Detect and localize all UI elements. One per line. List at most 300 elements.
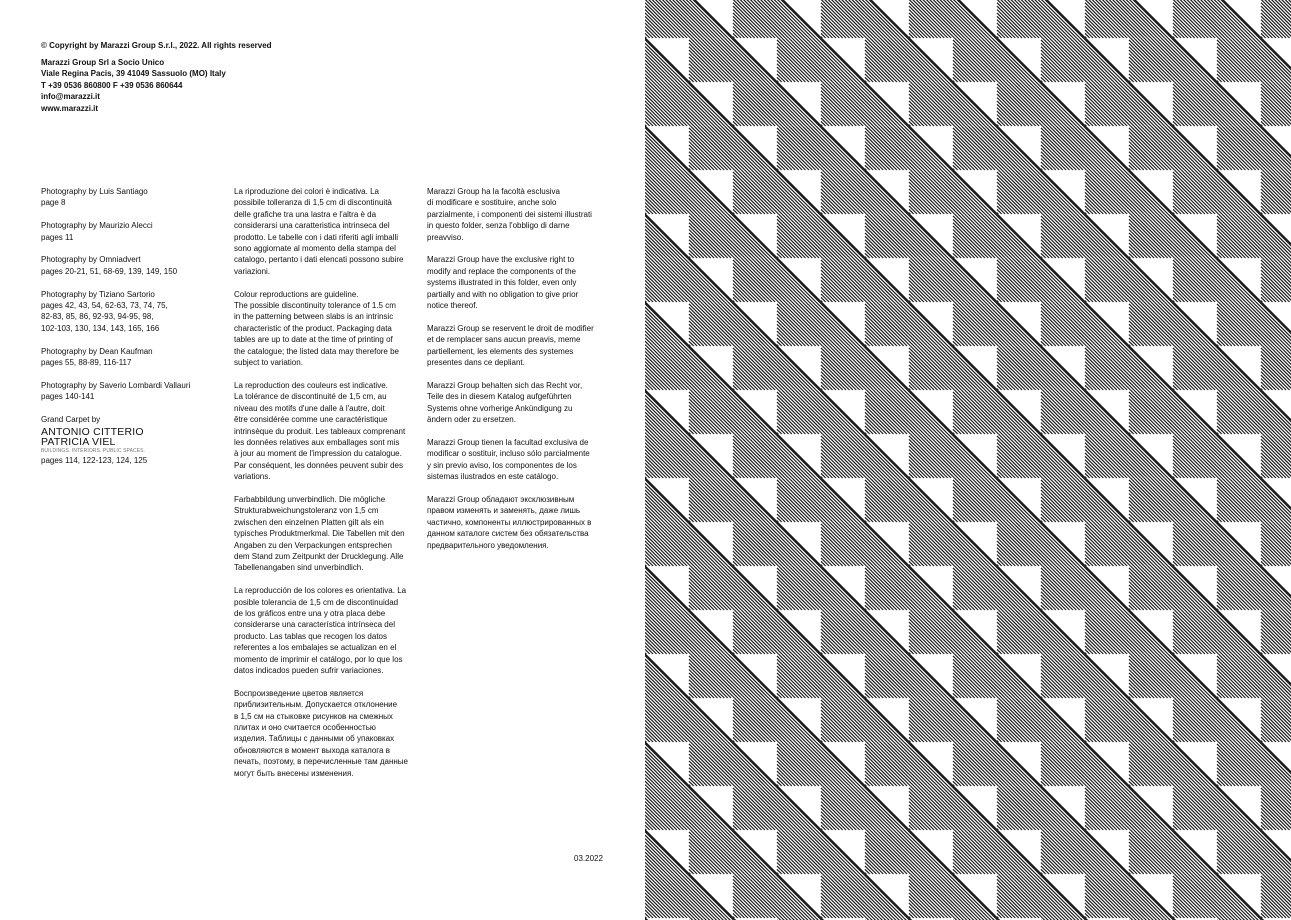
pattern-line <box>909 169 911 171</box>
pattern-line <box>843 258 865 280</box>
pattern-line <box>645 480 687 522</box>
pattern-line <box>689 213 691 215</box>
pattern-line <box>1261 148 1283 170</box>
pattern-line <box>999 434 1042 477</box>
credit-title: Photography by Tiziano Sartorio <box>41 289 155 299</box>
pattern-line <box>1129 47 1164 82</box>
grand-carpet-label: Grand Carpet by <box>41 415 101 425</box>
pattern-line <box>840 170 866 196</box>
pattern-line <box>1129 477 1131 479</box>
pattern-line <box>689 138 721 170</box>
pattern-line <box>1137 302 1173 338</box>
pattern-line <box>745 610 777 642</box>
pattern-line <box>691 38 734 81</box>
text-line: частично, компоненты иллюстрированных в <box>427 517 592 527</box>
pattern-line <box>821 392 863 434</box>
pattern-line <box>884 38 910 64</box>
pattern-line <box>789 302 821 334</box>
pattern-line <box>1261 81 1263 83</box>
pattern-line <box>840 346 866 372</box>
pattern-line <box>1087 170 1130 213</box>
pattern-line <box>884 126 910 152</box>
pattern-line <box>997 436 1039 478</box>
pattern-line <box>877 214 909 246</box>
pattern-line <box>733 487 769 523</box>
pattern-line <box>689 544 711 566</box>
pattern-line <box>1236 126 1262 152</box>
pattern-line <box>887 38 909 60</box>
pattern-line <box>1175 434 1218 477</box>
pattern-line <box>909 324 931 346</box>
text-line: partiellement, les elements des systemes <box>427 346 574 356</box>
pattern-line <box>777 531 813 567</box>
pattern-line <box>657 522 689 554</box>
pattern-line <box>777 301 779 303</box>
pattern-line <box>689 487 724 522</box>
pattern-line <box>689 392 731 434</box>
text-line: considerarsi una caratteristica intrinseca del <box>234 221 390 231</box>
pattern-line <box>735 434 778 477</box>
pattern-line <box>1053 38 1085 70</box>
pattern-line <box>821 94 853 126</box>
pattern-line <box>843 522 865 544</box>
pattern-line <box>909 3 944 38</box>
text-line: in the patterning between slabs is an intrinsic <box>234 312 394 322</box>
pattern-line <box>1129 128 1171 170</box>
pattern-line <box>1261 257 1263 259</box>
pattern-line <box>833 522 865 554</box>
pattern-line <box>1009 522 1041 554</box>
pattern-line <box>733 443 768 478</box>
pattern-line <box>928 610 954 636</box>
pattern-line <box>1009 258 1041 290</box>
pattern-line <box>1097 82 1129 114</box>
pattern-line <box>779 654 822 697</box>
pattern-line <box>1009 346 1041 378</box>
pattern-line <box>1219 302 1262 345</box>
pattern-line <box>928 258 954 284</box>
pattern-line <box>909 524 951 566</box>
pattern-line <box>689 84 731 126</box>
pattern-line <box>777 16 799 38</box>
pattern-line <box>865 619 901 655</box>
pattern-line <box>829 346 865 382</box>
pattern-line <box>953 568 995 610</box>
pattern-line <box>1217 104 1239 126</box>
pattern-line <box>1043 390 1086 433</box>
credit-title: Photography by Dean Kaufman <box>41 346 153 356</box>
pattern-line <box>733 257 735 259</box>
company-phone: T +39 0536 860800 F +39 0536 860644 <box>41 80 183 90</box>
pattern-line <box>1129 138 1161 170</box>
pattern-line <box>785 38 821 74</box>
pattern-line <box>1085 521 1087 523</box>
pattern-line <box>972 302 998 328</box>
pattern-line <box>909 412 931 434</box>
pattern-line <box>821 6 853 38</box>
credit-pages: pages 11 <box>41 232 74 242</box>
pattern-line <box>779 566 822 609</box>
pattern-page <box>645 0 1291 920</box>
pattern-line <box>733 697 735 699</box>
pattern-line <box>1141 302 1173 334</box>
pattern-line <box>1041 399 1076 434</box>
pattern-line <box>1225 38 1261 74</box>
pattern-line <box>909 345 911 347</box>
pattern-line <box>1041 301 1043 303</box>
pattern-line <box>823 522 866 565</box>
pattern-line <box>1041 128 1083 170</box>
pattern-line <box>1005 258 1041 294</box>
pattern-line <box>1173 179 1208 214</box>
pattern-line <box>865 135 900 170</box>
pattern-line <box>865 565 867 567</box>
pattern-line <box>1129 91 1165 127</box>
pattern-line <box>689 490 721 522</box>
pattern-line <box>708 390 734 416</box>
pattern-line <box>1053 566 1085 598</box>
pattern-line <box>1129 213 1131 215</box>
pattern-line <box>909 172 951 214</box>
pattern-line <box>953 16 975 38</box>
pattern-line <box>645 676 667 698</box>
pattern-line <box>833 258 865 290</box>
pattern-line <box>909 216 951 258</box>
pattern-line <box>1085 324 1107 346</box>
pattern-line <box>823 434 866 477</box>
pattern-line <box>1043 214 1086 257</box>
pattern-line <box>840 434 866 460</box>
pattern-line <box>645 399 681 435</box>
pattern-line <box>873 478 909 514</box>
pattern-line <box>1173 216 1215 258</box>
pattern-line <box>1129 50 1161 82</box>
pattern-line <box>1085 270 1117 302</box>
pattern-line <box>953 3 989 39</box>
pattern-line <box>1041 402 1073 434</box>
pattern-line <box>708 214 734 240</box>
credit-pages: pages 20-21, 51, 68-69, 139, 149, 150 <box>41 266 178 276</box>
pattern-line <box>1129 402 1161 434</box>
pattern-line <box>1173 81 1175 83</box>
pattern-line <box>1173 412 1195 434</box>
pattern-line <box>921 434 953 466</box>
pattern-line <box>777 565 779 567</box>
pattern-line <box>909 311 945 347</box>
pattern-line <box>873 38 909 74</box>
pattern-line <box>909 267 944 302</box>
pattern-line <box>1229 214 1261 246</box>
pattern-line <box>909 622 941 654</box>
pattern-line <box>1085 3 1120 38</box>
pattern-line <box>1173 399 1209 435</box>
pattern-line <box>697 478 733 514</box>
rights-note-paragraph <box>427 494 609 551</box>
pattern-line <box>821 480 863 522</box>
pattern-line <box>1173 182 1205 214</box>
pattern-line <box>1085 179 1120 214</box>
text-line: La tolérance de discontinuité de 1,5 cm, au <box>234 392 387 402</box>
pattern-line <box>1085 311 1121 347</box>
pattern-line <box>1041 267 1077 303</box>
pattern-line <box>953 37 955 39</box>
colour-note-paragraph <box>234 186 416 277</box>
pattern-line <box>1173 172 1215 214</box>
pattern-line <box>1137 38 1173 74</box>
pattern-line <box>1217 314 1249 346</box>
pattern-line <box>1217 456 1239 478</box>
pattern-line <box>961 566 997 602</box>
pattern-line <box>865 91 901 127</box>
pattern-line <box>689 666 721 698</box>
pattern-line <box>953 399 988 434</box>
pattern-line <box>823 258 866 301</box>
pattern-line <box>1107 258 1129 280</box>
pattern-line <box>909 446 941 478</box>
pattern-line <box>865 402 897 434</box>
pattern-line <box>953 487 988 522</box>
pattern-line <box>1229 126 1261 158</box>
pattern-line <box>1129 280 1151 302</box>
text-line: La riproduzione dei colori è indicativa. La <box>234 187 379 196</box>
rights-note-paragraph <box>427 380 609 426</box>
pattern-line <box>1129 531 1165 567</box>
text-line: Marazzi Group have the exclusive right to <box>427 255 575 265</box>
pattern-line <box>1085 531 1120 566</box>
text-line: правом изменять и заменять, даже лишь <box>427 506 581 516</box>
pattern-line <box>733 355 768 390</box>
pattern-line <box>1041 226 1073 258</box>
pattern-line <box>755 434 777 456</box>
pattern-line <box>909 270 941 302</box>
pattern-line <box>997 270 1029 302</box>
pattern-line <box>865 172 907 214</box>
pattern-line <box>821 236 843 258</box>
pattern-line <box>1097 610 1129 642</box>
pattern-line <box>1129 490 1161 522</box>
pattern-line <box>1173 148 1195 170</box>
pattern-line <box>689 531 725 567</box>
pattern-line <box>755 82 777 104</box>
pattern-line <box>953 392 995 434</box>
pattern-line <box>796 390 822 416</box>
pattern-line <box>909 612 951 654</box>
pattern-line <box>865 456 887 478</box>
pattern-line <box>1261 345 1263 347</box>
pattern-line <box>657 82 689 114</box>
pattern-line <box>1085 260 1127 302</box>
pattern-line <box>689 389 691 391</box>
pattern-line <box>796 302 822 328</box>
pattern-line <box>1217 531 1253 567</box>
pattern-line <box>1104 610 1130 636</box>
pattern-line <box>1041 84 1083 126</box>
pattern-line <box>997 236 1019 258</box>
pattern-line <box>1041 392 1083 434</box>
pattern-line <box>1043 566 1086 609</box>
pattern-line <box>1261 588 1283 610</box>
text-line: y sin previo aviso, los componentes de los <box>427 460 577 470</box>
pattern-line <box>1217 402 1249 434</box>
pattern-line <box>1009 610 1041 642</box>
pattern-line <box>1041 348 1083 390</box>
pattern-line <box>645 179 680 214</box>
pattern-line <box>921 82 953 114</box>
pattern-line <box>1173 609 1175 611</box>
company-email[interactable]: info@marazzi.it <box>41 92 100 102</box>
pattern-line <box>777 490 809 522</box>
pattern-line <box>909 260 951 302</box>
pattern-line <box>664 610 690 636</box>
pattern-line <box>777 3 813 39</box>
pattern-line <box>1239 214 1261 236</box>
pattern-line <box>1175 82 1218 125</box>
pattern-line <box>689 368 711 390</box>
pattern-line <box>799 654 821 676</box>
pattern-line <box>1097 258 1129 290</box>
pattern-line <box>1217 487 1252 522</box>
pattern-line <box>1217 125 1219 127</box>
colour-note-paragraph <box>234 585 416 676</box>
pattern-line <box>645 47 681 83</box>
text-line: modify and replace the components of the <box>427 266 576 276</box>
pattern-line <box>1129 619 1165 655</box>
pattern-line <box>777 40 819 82</box>
pattern-line <box>777 226 809 258</box>
pattern-line <box>1129 223 1164 258</box>
pattern-line <box>701 566 733 598</box>
pattern-line <box>833 170 865 202</box>
pattern-line <box>664 258 690 284</box>
pattern-line <box>645 172 687 214</box>
pattern-line <box>1175 346 1218 389</box>
pattern-line <box>785 390 821 426</box>
pattern-line <box>843 170 865 192</box>
pattern-line <box>1085 267 1120 302</box>
pattern-line <box>1236 302 1262 328</box>
pattern-line <box>821 169 823 171</box>
pattern-line <box>1181 82 1217 118</box>
pattern-line <box>1049 478 1085 514</box>
pattern-line <box>1148 302 1174 328</box>
pattern-line <box>917 346 953 382</box>
pattern-line <box>645 311 681 347</box>
pattern-line <box>865 138 897 170</box>
text-line: et de remplacer sans aucun preavis, meme <box>427 335 581 345</box>
company-website[interactable]: www.marazzi.it <box>41 103 99 113</box>
pattern-line <box>865 368 887 390</box>
pattern-line <box>701 38 733 70</box>
pattern-line <box>1173 304 1215 346</box>
pattern-line <box>821 304 863 346</box>
pattern-line <box>1060 302 1086 328</box>
pattern-line <box>953 490 985 522</box>
text-line: Marazzi Group behalten sich das Recht vor, <box>427 380 583 390</box>
pattern-line <box>777 91 813 127</box>
pattern-line <box>999 346 1042 389</box>
pattern-line <box>1009 434 1041 466</box>
pattern-line <box>789 38 821 70</box>
pattern-line <box>1129 456 1151 478</box>
pattern-line <box>1219 566 1262 609</box>
pattern-line <box>865 104 887 126</box>
pattern-line <box>953 226 985 258</box>
pattern-line <box>1085 148 1107 170</box>
pattern-line <box>1053 126 1085 158</box>
pattern-line <box>777 311 812 346</box>
pattern-line <box>931 610 953 632</box>
pattern-line <box>955 302 998 345</box>
pattern-line <box>799 126 821 148</box>
text-line: The possible discontinuity tolerance of 1.5 cm <box>234 301 396 311</box>
pattern-line <box>1041 531 1077 567</box>
pattern-line <box>911 610 954 653</box>
pattern-line <box>1060 126 1086 152</box>
pattern-line <box>789 478 821 510</box>
pattern-line <box>777 568 819 610</box>
pattern-line <box>689 456 711 478</box>
pattern-line <box>799 302 821 324</box>
pattern-line <box>1148 390 1174 416</box>
pattern-line <box>917 170 953 206</box>
pattern-line <box>1041 216 1083 258</box>
pattern-line <box>664 82 690 108</box>
pattern-line <box>1041 37 1043 39</box>
pattern-line <box>777 480 819 522</box>
credit-pages: 82-83, 85, 86, 92-93, 94-95, 98, <box>41 312 154 322</box>
pattern-line <box>887 302 909 324</box>
pattern-line <box>1217 213 1219 215</box>
pattern-line <box>701 478 733 510</box>
pattern-line <box>785 566 821 602</box>
pattern-line <box>997 487 1033 523</box>
text-line: datos indicados pueden sufrir variaciones. <box>234 666 384 675</box>
pattern-line <box>777 304 819 346</box>
left-page <box>0 0 645 920</box>
text-line: Marazzi Group se reservent le droit de modifier <box>427 323 594 333</box>
pattern-line <box>953 179 989 215</box>
pattern-line <box>1085 609 1087 611</box>
pattern-line <box>865 487 900 522</box>
pattern-line <box>821 345 823 347</box>
pattern-line <box>1041 480 1083 522</box>
pattern-line <box>965 302 997 334</box>
pattern-line <box>1229 478 1261 510</box>
pattern-line <box>1217 565 1219 567</box>
pattern-line <box>953 456 975 478</box>
pattern-line <box>647 258 690 301</box>
pattern-line <box>997 433 999 435</box>
pattern-line <box>1085 81 1087 83</box>
pattern-line <box>733 500 755 522</box>
pattern-line <box>1173 612 1215 654</box>
pattern-line <box>909 443 944 478</box>
pattern-line <box>865 301 867 303</box>
pattern-line <box>917 434 953 470</box>
pattern-line <box>1225 478 1261 514</box>
pattern-line <box>909 534 941 566</box>
rights-note-paragraph <box>427 323 609 369</box>
pattern-line <box>917 522 953 558</box>
pattern-line <box>999 258 1042 301</box>
pattern-line <box>821 443 856 478</box>
pattern-line <box>645 348 687 390</box>
pattern-line <box>975 38 997 60</box>
pattern-line <box>785 478 821 514</box>
pattern-line <box>955 566 998 609</box>
pattern-line <box>645 534 677 566</box>
pattern-line <box>777 487 812 522</box>
